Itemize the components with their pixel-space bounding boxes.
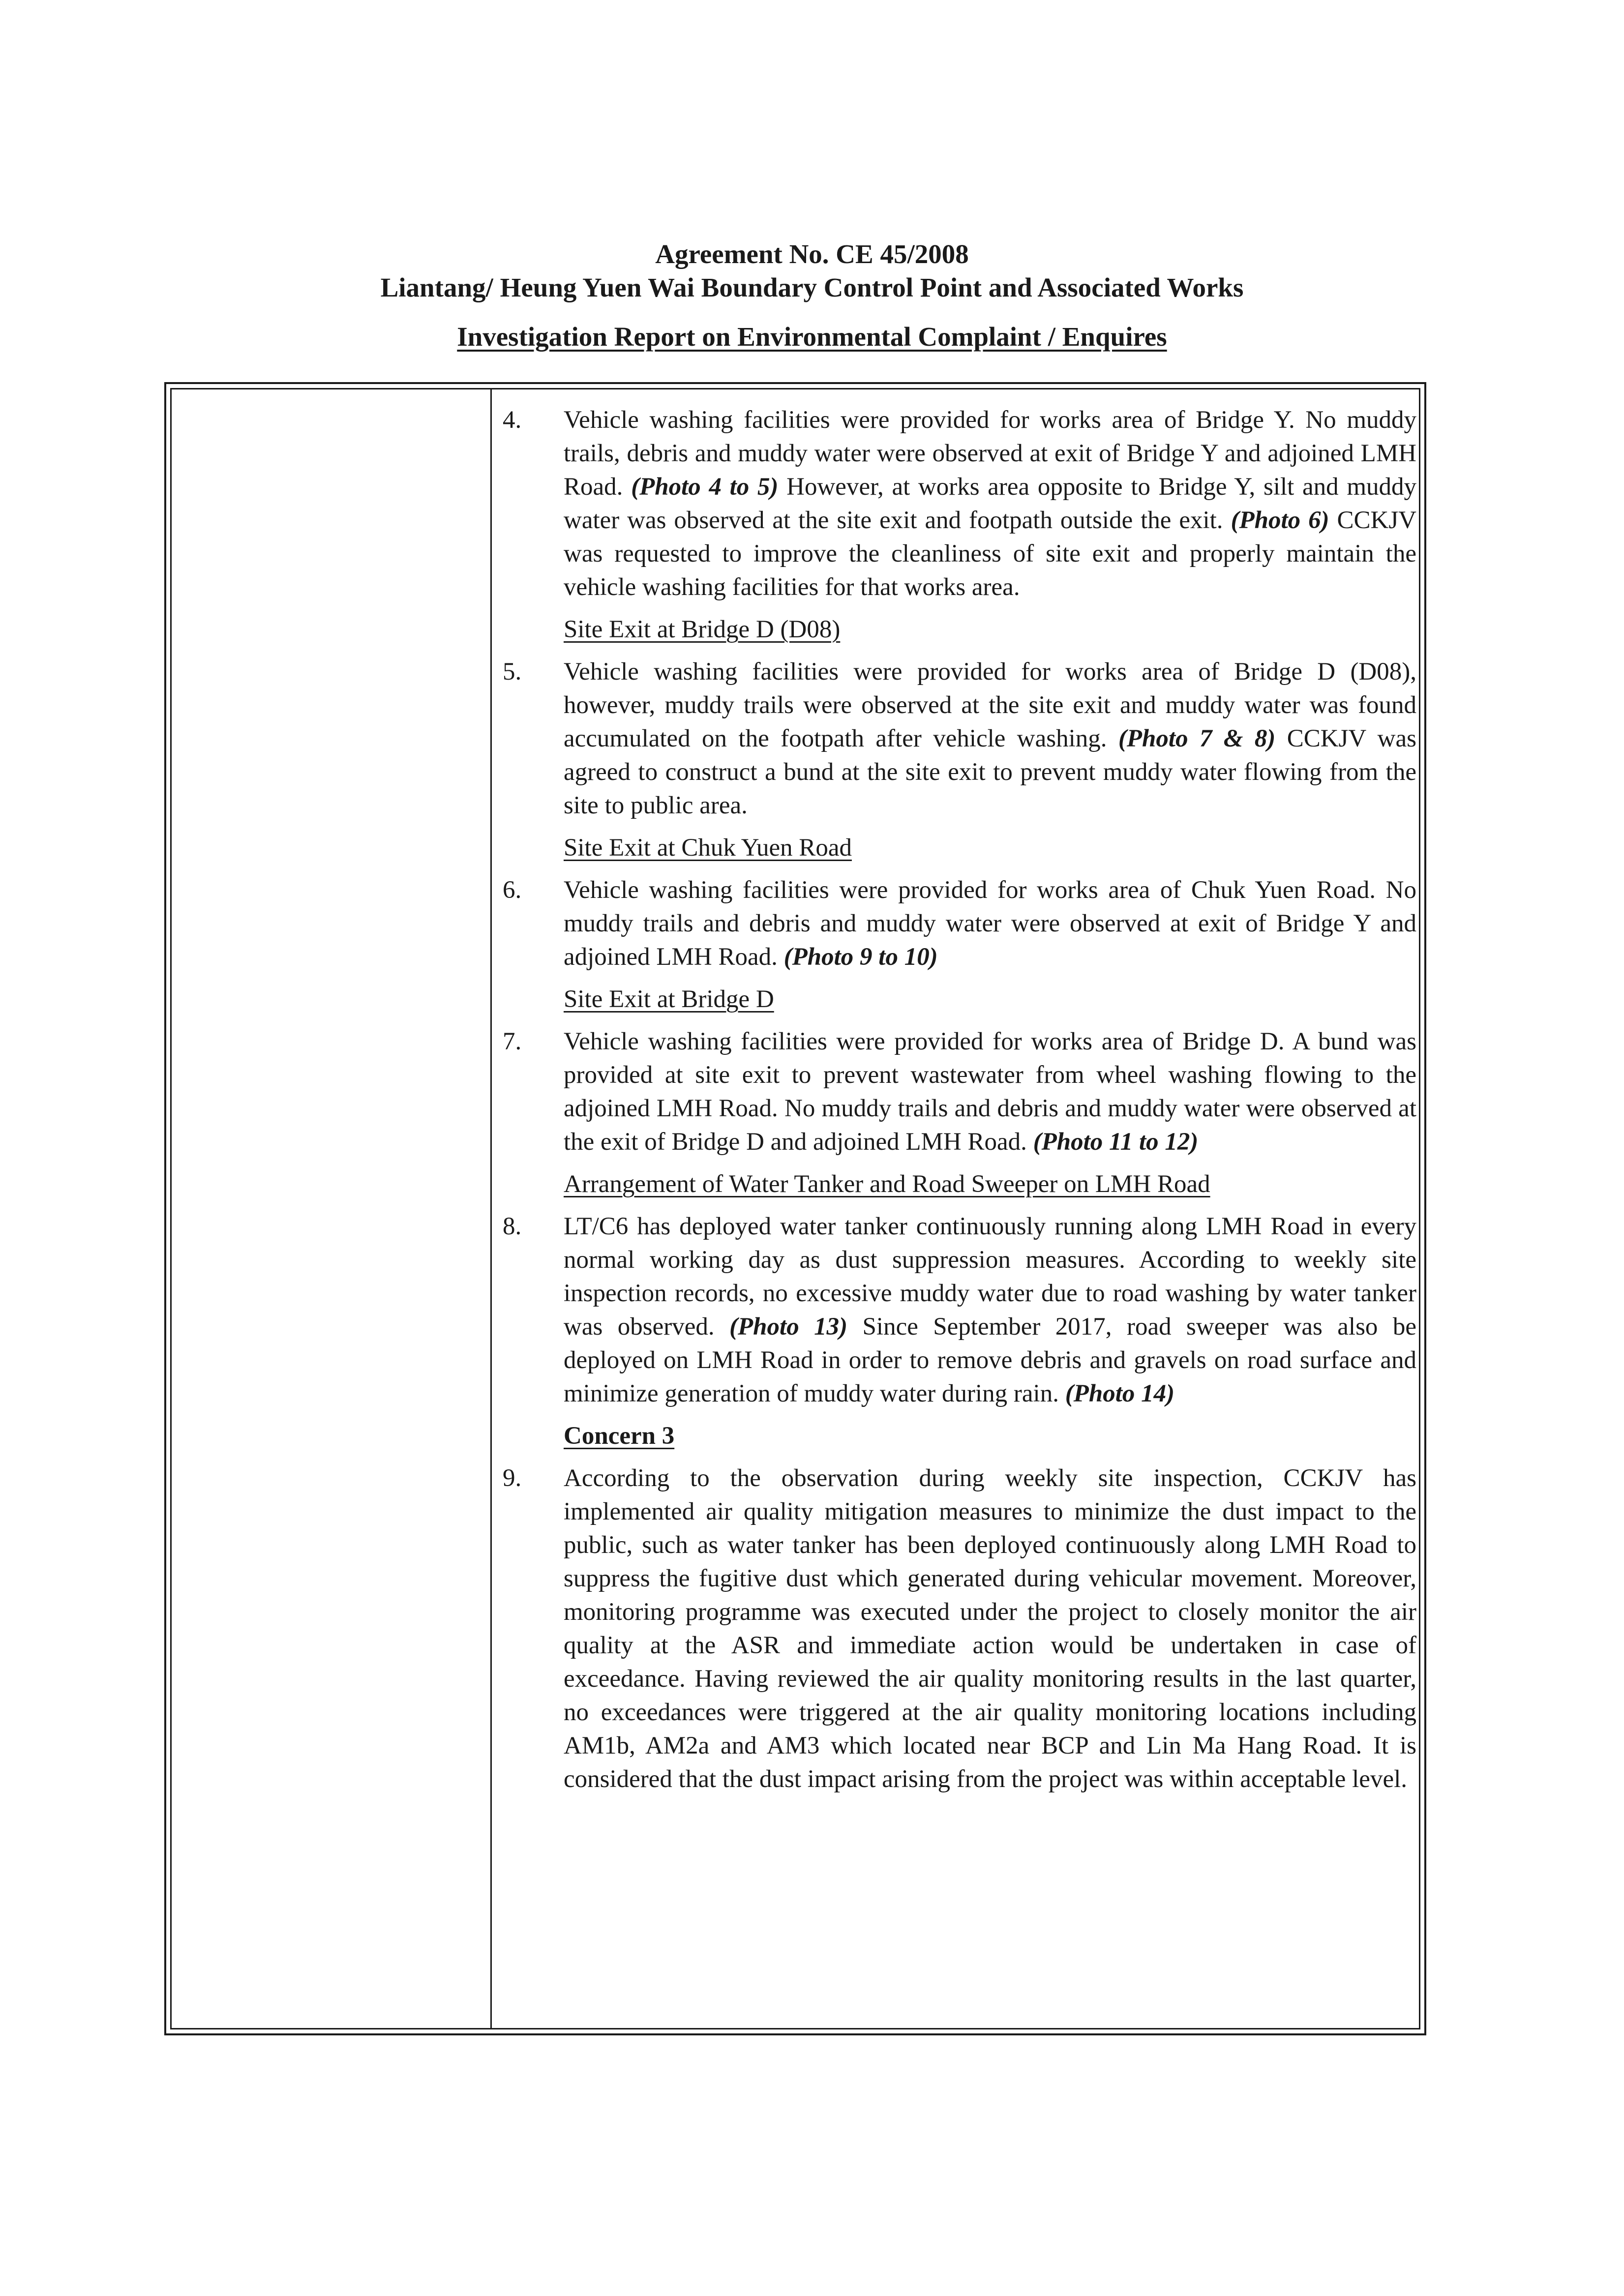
- item-text-part: CCKJV was requested to improve the cleanliness of site exit and properly maintain the vehicle washing facilities for that works area.: [564, 507, 1417, 601]
- photo-reference: (Photo 11 to 12): [1033, 1128, 1199, 1156]
- item-text-part: However, at works area opposite to Bridge Y, silt and muddy water was observed at the site exit and footpath outside the exit.: [564, 473, 1417, 534]
- project-title: Liantang/ Heung Yuen Wai Boundary Control Point and Associated Works: [380, 272, 1244, 302]
- section-heading: Site Exit at Chuk Yuen Road: [564, 834, 852, 862]
- report-title: [0, 321, 1624, 353]
- list-item-5: [492, 655, 1416, 822]
- photo-reference: (Photo 13): [729, 1313, 848, 1341]
- photo-reference: (Photo 4 to 5): [631, 473, 779, 501]
- item-text-part: Vehicle washing facilities were provided for works area of Bridge Y. No muddy trails, debris and muddy water were observed at exit of Bridge Y and adjoined LMH Road.: [564, 406, 1416, 501]
- item-text-part: Vehicle washing facilities were provided for works area of Bridge D (D08), however, muddy trails were observed at the site exit and muddy water was found accumulated on the footpath after vehicle washing.: [564, 658, 1416, 752]
- list-item-4: [492, 403, 1416, 604]
- item-text: [564, 873, 1416, 974]
- item-text-part: Vehicle washing facilities were provided for works area of Bridge D. A bund was provided at site exit to prevent wastewater from wheel washing flowing to the adjoined LMH Road. No muddy trails and debris and muddy water were observed at the exit of Bridge D and adjoined LMH Road.: [564, 1028, 1416, 1156]
- list-item-8: [492, 1210, 1416, 1410]
- item-number: 4.: [503, 406, 522, 434]
- item-number: 5.: [503, 658, 522, 686]
- item-text: [564, 1025, 1416, 1159]
- item-number: 9.: [503, 1464, 522, 1492]
- item-number: 7.: [503, 1028, 522, 1055]
- item-text-part: LT/C6 has deployed water tanker continuously running along LMH Road in every normal working day as dust suppression measures. According to weekly site inspection records, no excessive muddy water due to road washing by water tanker was observed.: [564, 1213, 1416, 1341]
- list-item-9: [492, 1461, 1416, 1796]
- item-text: [564, 655, 1416, 822]
- item-text-part: CCKJV was agreed to construct a bund at the site exit to prevent muddy water flowing from the site to public area.: [564, 725, 1416, 819]
- photo-reference: (Photo 9 to 10): [783, 943, 938, 971]
- item-number: 6.: [503, 876, 522, 904]
- table-content-cell: [492, 403, 1416, 1796]
- section-heading: Site Exit at Bridge D (D08): [564, 616, 841, 643]
- item-text-part: Vehicle washing facilities were provided for works area of Chuk Yuen Road. No muddy trails and debris and muddy water were observed at exit of Bridge Y and adjoined LMH Road.: [564, 876, 1416, 971]
- item-text-part: Since September 2017, road sweeper was also be deployed on LMH Road in order to remove debris and gravels on road surface and minimize generation of muddy water during rain.: [564, 1313, 1416, 1407]
- list-item-6: [492, 873, 1416, 974]
- section-heading: Arrangement of Water Tanker and Road Sweeper on LMH Road: [564, 1170, 1210, 1198]
- concern-heading: Concern 3: [564, 1422, 675, 1450]
- item-text: [564, 1210, 1416, 1410]
- report-title-text: Investigation Report on Environmental Complaint / Enquires: [457, 322, 1167, 352]
- list-item-7: [492, 1025, 1416, 1159]
- item-text: [564, 1461, 1416, 1796]
- agreement-number: Agreement No. CE 45/2008: [655, 239, 969, 269]
- section-heading: Site Exit at Bridge D: [564, 985, 774, 1013]
- item-number: 8.: [503, 1213, 522, 1240]
- photo-reference: (Photo 6): [1231, 507, 1329, 534]
- item-text: [564, 403, 1416, 604]
- photo-reference: (Photo 7 & 8): [1118, 725, 1276, 752]
- item-text-part: According to the observation during weekly site inspection, CCKJV has implemented air quality mitigation measures to minimize the dust impact to the public, such as water tanker has been deployed continuously along LMH Road to suppress the fugitive dust which generated during vehicular movement. Moreover, monitoring programme was executed under the project to closely monitor the air quality at the ASR and immediate action would be undertaken in case of exceedance. Having reviewed the air quality monitoring results in the last quarter, no exceedances were triggered at the air quality monitoring locations including AM1b, AM2a and AM3 which located near BCP and Lin Ma Hang Road. It is considered that the dust impact arising from the project was within acceptable level.: [564, 1464, 1416, 1793]
- photo-reference: (Photo 14): [1065, 1380, 1175, 1407]
